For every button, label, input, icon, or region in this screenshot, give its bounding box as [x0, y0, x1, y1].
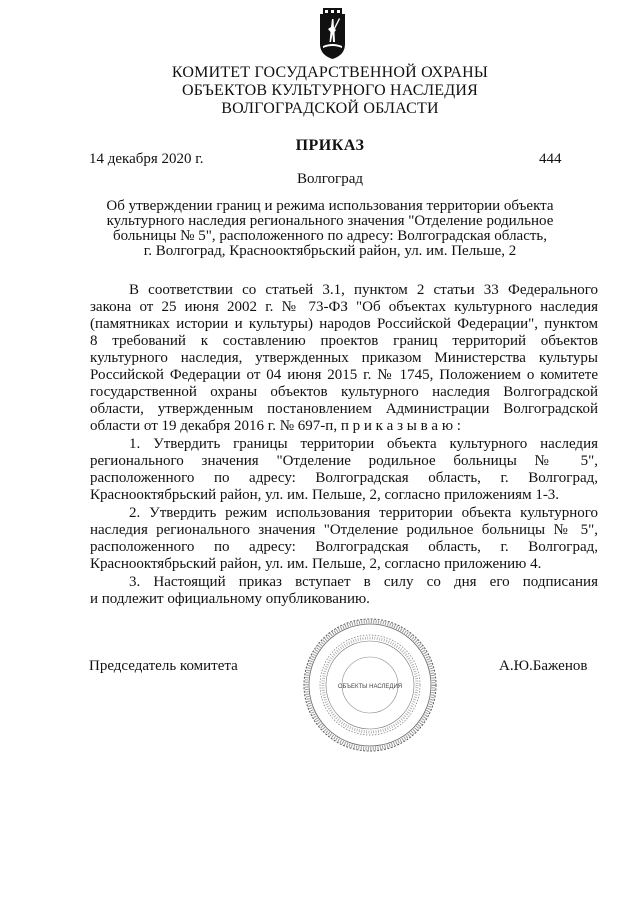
order-title: ПРИКАЗ: [295, 137, 365, 154]
order-city: Волгоград: [296, 171, 363, 187]
official-seal-icon: [300, 615, 440, 755]
paragraph-2-line: 1. Утвердить границы территории объекта культурного наследия: [129, 436, 598, 452]
subject-line-1: Об утверждении границ и режима использования территории объекта: [106, 198, 554, 214]
order-number: 444: [539, 151, 562, 167]
paragraph-2-line: расположенного по адресу: Волгоградская область, г. Волгоград,: [90, 470, 598, 486]
paragraph-1-line: культурного наследия, утвержденных приказом Министерства культуры: [90, 350, 598, 366]
paragraph-4-line: и подлежит официальному опубликованию.: [90, 591, 370, 607]
subject-line-2: культурного наследия регионального значения "Отделение родильное: [106, 213, 554, 229]
paragraph-2-line: Краснооктябрьский район, ул. им. Пельше, 2, согласно приложениям 1-3.: [90, 487, 560, 503]
org-name-line-2: ОБЪЕКТОВ КУЛЬТУРНОГО НАСЛЕДИЯ: [181, 82, 479, 99]
org-name-line-1: КОМИТЕТ ГОСУДАРСТВЕННОЙ ОХРАНЫ: [171, 64, 489, 81]
paragraph-3-line: Краснооктябрьский район, ул. им. Пельше, 2, согласно приложению 4.: [90, 556, 542, 572]
paragraph-1-line: (памятниках истории и культуры) народов Российской Федерации", пунктом: [90, 316, 598, 332]
paragraph-3-line: наследия регионального значения "Отделение родильное больницы № 5",: [90, 522, 598, 538]
paragraph-1-line: Российской Федерации от 04 июня 2015 г. № 1745, Положением о комитете: [90, 367, 598, 383]
paragraph-1-line: области, утвержденным постановлением Администрации Волгоградской: [90, 401, 598, 417]
order-date: 14 декабря 2020 г.: [89, 151, 204, 167]
paragraph-1-line: государственной охраны объектов культурного наследия Волгоградской: [90, 384, 598, 400]
paragraph-2-line: регионального значения "Отделение родильное больницы № 5",: [90, 453, 598, 469]
org-name-line-3: ВОЛГОГРАДСКОЙ ОБЛАСТИ: [221, 100, 439, 117]
paragraph-1-line: 8 требований к составлению проектов границ территорий объектов: [90, 333, 598, 349]
signatory-name: А.Ю.Баженов: [499, 658, 588, 674]
paragraph-1-line: В соответствии со статьей 3.1, пунктом 2 статьи 33 Федерального: [129, 282, 598, 298]
subject-line-3: больницы № 5", расположенного по адресу: Волгоградская область,: [112, 228, 548, 244]
paragraph-3-line: расположенного по адресу: Волгоградская область, г. Волгоград,: [90, 539, 598, 555]
paragraph-3-line: 2. Утвердить режим использования территории объекта культурного: [129, 505, 598, 521]
subject-line-4: г. Волгоград, Краснооктябрьский район, ул. им. Пельше, 2: [143, 243, 517, 259]
paragraph-1-line: закона от 25 июня 2002 г. № 73-ФЗ "Об объектах культурного наследия: [90, 299, 598, 315]
signatory-position: Председатель комитета: [89, 658, 238, 674]
paragraph-4-line: 3. Настоящий приказ вступает в силу со дня его подписания: [129, 574, 598, 590]
volgograd-emblem-icon: [319, 8, 346, 60]
svg-text:ОБЪЕКТЫ НАСЛЕДИЯ: ОБЪЕКТЫ НАСЛЕДИЯ: [337, 684, 403, 690]
paragraph-1-line: области от 19 декабря 2016 г. № 697-п, п р и к а з ы в а ю :: [90, 418, 461, 434]
